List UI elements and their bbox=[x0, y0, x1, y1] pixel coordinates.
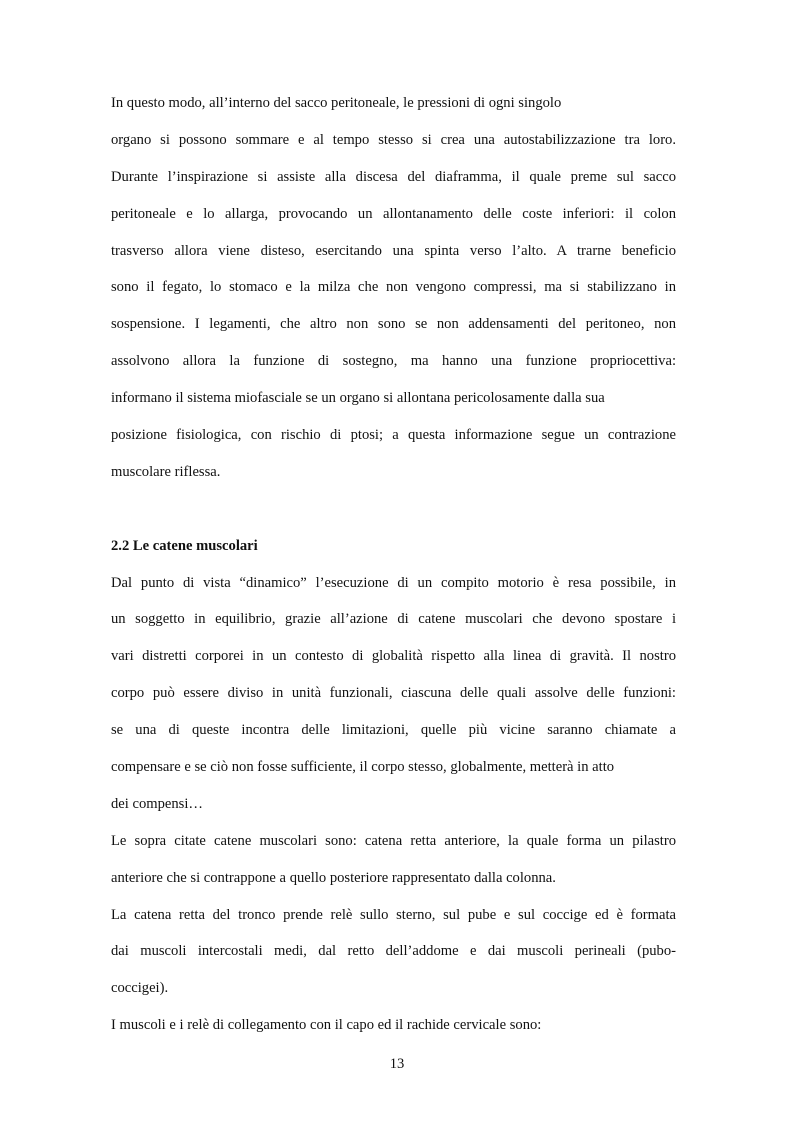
text-line: posizione fisiologica, con rischio di ptosi; a questa informazione segue un contrazione bbox=[111, 427, 676, 444]
text-line: Durante l’inspirazione si assiste alla discesa del diaframma, il quale preme sul sacco bbox=[111, 168, 676, 185]
text-line: un soggetto in equilibrio, grazie all’azione di catene muscolari che devono spostare i bbox=[111, 611, 676, 628]
body-text bbox=[111, 92, 676, 1051]
text-line: Dal punto di vista “dinamico” l’esecuzione di un compito motorio è resa possibile, in bbox=[111, 574, 676, 591]
text-line: trasverso allora viene disteso, esercitando una spinta verso l’alto. A trarne beneficio bbox=[111, 242, 676, 259]
paragraph-1 bbox=[111, 92, 676, 498]
text-line: vari distretti corporei in un contesto di globalità rispetto alla linea di gravità. Il nostro bbox=[111, 648, 676, 665]
text-line: La catena retta del tronco prende relè sullo sterno, sul pube e sul coccige ed è formata bbox=[111, 906, 676, 923]
paragraph-2 bbox=[111, 572, 676, 830]
text-line: sono il fegato, lo stomaco e la milza che non vengono compressi, ma si stabilizzano in bbox=[111, 279, 676, 296]
text-line: corpo può essere diviso in unità funzionali, ciascuna delle quali assolve delle funzioni: bbox=[111, 685, 676, 702]
text-line: compensare e se ciò non fosse sufficiente, il corpo stesso, globalmente, metterà in atto bbox=[111, 759, 615, 776]
paragraph-3 bbox=[111, 830, 676, 904]
paragraph-4 bbox=[111, 904, 676, 1015]
page-number: 13 bbox=[389, 1056, 405, 1072]
text-line: assolvono allora la funzione di sostegno, ma hanno una funzione propriocettiva: bbox=[111, 353, 676, 370]
paragraph-5 bbox=[111, 1014, 676, 1051]
text-line: dei compensi… bbox=[111, 795, 204, 812]
text-line: anteriore che si contrappone a quello posteriore rappresentato dalla colonna. bbox=[111, 869, 556, 886]
text-line: muscolare riflessa. bbox=[111, 463, 221, 480]
text-line: se una di queste incontra delle limitazioni, quelle più vicine saranno chiamate a bbox=[111, 722, 676, 739]
text-line: Le sopra citate catene muscolari sono: catena retta anteriore, la quale forma un pilastro bbox=[111, 832, 676, 849]
text-line: sospensione. I legamenti, che altro non sono se non addensamenti del peritoneo, non bbox=[111, 316, 676, 333]
section-heading: 2.2 Le catene muscolari bbox=[111, 537, 258, 554]
text-line: peritoneale e lo allarga, provocando un allontanamento delle coste inferiori: il colon bbox=[111, 205, 676, 222]
text-line: I muscoli e i relè di collegamento con il capo ed il rachide cervicale sono: bbox=[111, 1017, 542, 1034]
text-line: dai muscoli intercostali medi, dal retto dell’addome e dai muscoli perineali (pubo- bbox=[111, 943, 676, 960]
text-line: coccigei). bbox=[111, 980, 169, 997]
text-line: In questo modo, all’interno del sacco peritoneale, le pressioni di ogni singolo bbox=[111, 95, 562, 111]
text-line: organo si possono sommare e al tempo stesso si crea una autostabilizzazione tra loro. bbox=[111, 131, 676, 148]
text-line: informano il sistema miofasciale se un organo si allontana pericolosamente dalla sua bbox=[111, 390, 605, 407]
paragraph-spacer bbox=[111, 498, 676, 535]
